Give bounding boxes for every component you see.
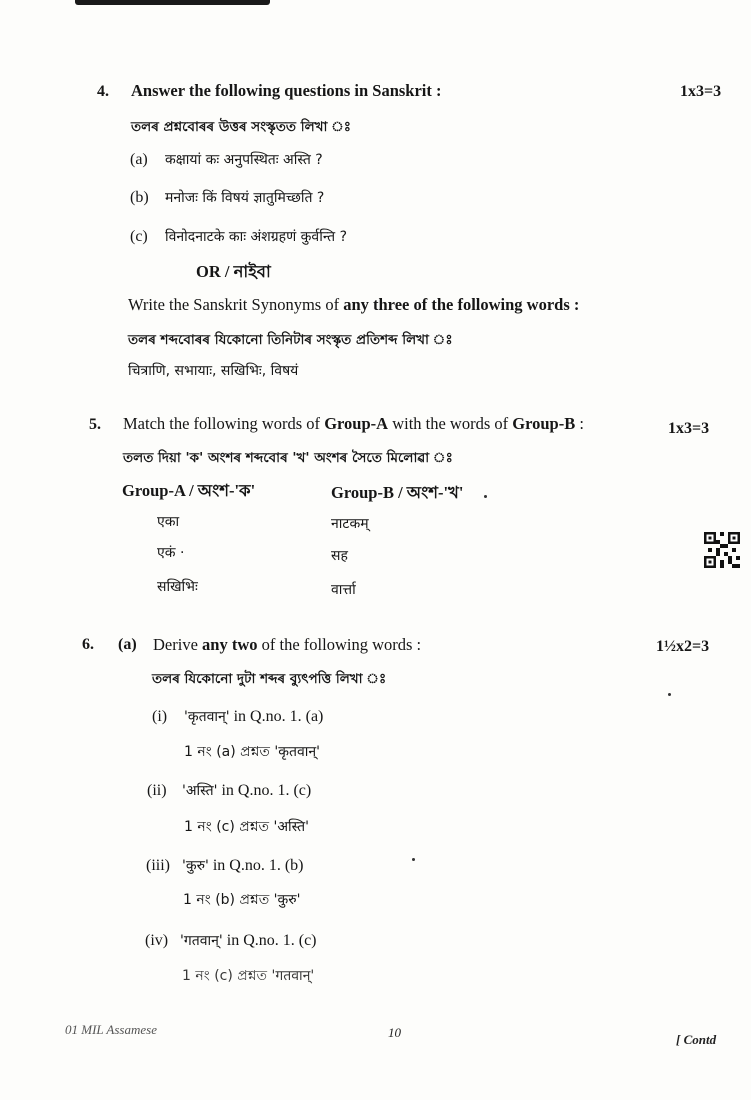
q5-group-b-item-1: नाटकम् [331,516,369,532]
q5-subtitle: তলত দিয়া 'ক' অংশৰ শব্দবোৰ 'খ' অংশৰ সৈতে মিলোৱা ঃ [123,450,453,466]
q6-item-iii-word: 'कुरु' [182,858,209,874]
q4-item-c-text: विनोदनाटके काः अंशग्रहणं कुर्वन्ति ? [165,229,348,245]
q6-item-iv-text [180,931,317,950]
q6-title [153,635,421,655]
q6-item-ii-line2: 1 নং (c) প্ৰশ্নত 'अस्ति' [184,819,309,835]
q5-marks: 1x3=3 [668,420,710,437]
q6-item-i-word: 'कृतवान्' [184,709,230,725]
q6-title-post: of the following words : [257,635,422,654]
q5-title-group-a: Group-A [324,414,389,433]
q4-marks: 1x3=3 [680,83,722,100]
q4-title: Answer the following questions in Sanskrit : [131,81,442,100]
q4-item-c-label: (c) [130,228,148,245]
q4-or-divider: OR / নাইবা [196,262,271,281]
q4-item-a-label: (a) [130,151,148,168]
q6-item-iv-word: 'गतवान्' [180,933,223,949]
top-edge-mark [75,0,270,5]
footer-paper-code: 01 MIL Assamese [65,1022,157,1037]
q6-item-ii-label: (ii) [147,782,167,799]
q6-item-i-text [184,707,323,726]
stray-mark [412,858,415,861]
stray-mark [484,495,487,498]
q5-group-b-item-3: वार्त्ता [331,582,356,598]
q6-title-pre: Derive [153,635,203,654]
q4-alt-subtitle: তলৰ শব্দবোৰৰ যিকোনো তিনিটাৰ সংস্কৃত প্ৰতিশব্দ লিখা ঃ [128,332,453,348]
q6-number: 6. [82,636,94,653]
q6-item-iii-label: (iii) [146,857,170,874]
q5-title [123,414,584,434]
q4-alt-title-pre: Write the Sanskrit Synonyms of [128,295,344,314]
q4-alt-title-bold: any three of the following words : [343,295,580,314]
q5-group-a-item-2: एकं · [157,545,185,561]
q6-item-ii-ref: in Q.no. 1. (c) [217,782,312,799]
q4-alt-title [128,295,579,315]
qr-code [704,532,740,568]
q6-title-bold: any two [202,635,258,654]
q5-title-pre: Match the following words of [123,414,325,433]
q4-number: 4. [97,83,109,100]
q6-item-iv-line2: 1 নং (c) প্ৰশ্নত 'गतवान्' [182,968,315,984]
q6-item-i-label: (i) [152,708,168,725]
q6-item-i-line2: 1 নং (a) প্ৰশ্নত 'कृतवान्' [184,744,320,760]
q5-group-a-header: Group-A / অংশ-'ক' [122,481,256,500]
stray-mark [668,693,671,696]
footer-continued: [ Contd [676,1032,717,1047]
q6-item-iv-ref: in Q.no. 1. (c) [222,932,317,949]
q4-alt-words: चित्राणि, सभायाः, सखिभिः, विषयं [128,363,299,379]
q4-subtitle: তলৰ প্ৰশ্নবোৰৰ উত্তৰ সংস্কৃতত লিখা ঃ [131,119,351,135]
q4-item-b-label: (b) [130,189,149,206]
q6-item-iv-label: (iv) [145,932,169,949]
q6-item-ii-text [182,781,311,800]
q6-item-iii-line2: 1 নং (b) প্ৰশ্নত 'कुरु' [183,892,301,908]
q5-group-b-header: Group-B / অংশ-'খ' [331,483,464,502]
q4-item-b-text: मनोजः किं विषयं ज्ञातुमिच्छति ? [165,190,325,206]
q5-number: 5. [89,416,101,433]
q5-title-post: : [575,414,584,433]
q5-group-a-item-1: एका [157,514,180,530]
q6-part-label: (a) [118,636,137,653]
q5-group-b-item-2: सह [331,548,348,564]
q4-item-a-text: कक्षायां कः अनुपस्थितः अस्ति ? [165,152,323,168]
q5-title-mid: with the words of [388,414,513,433]
q6-item-i-ref: in Q.no. 1. (a) [229,708,324,725]
q6-item-iii-text [182,856,303,875]
q5-title-group-b: Group-B [512,414,576,433]
footer-page-number: 10 [388,1025,401,1040]
q6-marks: 1½x2=3 [656,638,710,655]
q6-subtitle: তলৰ যিকোনো দুটা শব্দৰ ব্যুৎপত্তি লিখা ঃ [152,671,387,687]
q5-group-a-item-3: सखिभिः [157,579,198,595]
q6-item-iii-ref: in Q.no. 1. (b) [208,857,304,874]
q6-item-ii-word: 'अस्ति' [182,783,218,799]
